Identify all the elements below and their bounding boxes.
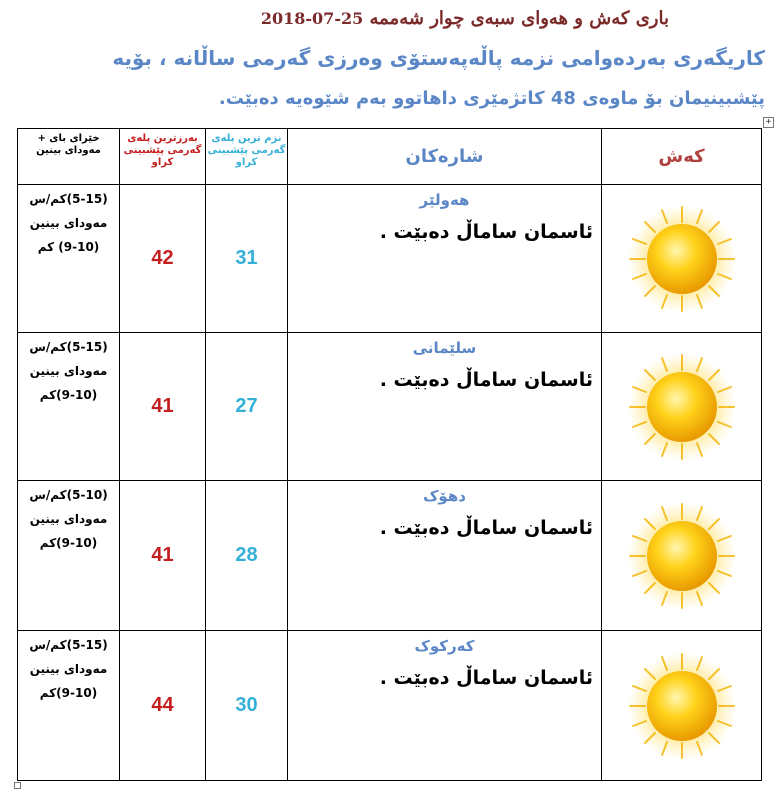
wind-visibility-cell [18,631,120,781]
table-row [18,481,762,631]
city-cell [288,333,602,481]
city-name: سلێمانی [412,339,477,357]
visibility-range: (9-10)کم [39,388,98,402]
page-title [0,8,669,29]
visibility-label: مەودای بینین [29,662,108,676]
header-cities: شارەکان [288,129,602,185]
subtitle-line-1: کاریگەری بەردەوامی نزمە پاڵەپەستۆی وەرزی گەرمی ساڵانە ، بۆیە [112,46,765,70]
sun-icon [627,204,737,314]
visibility-range: (9-10)کم [39,686,98,700]
wind-speed: (5-15)کم/س [29,340,108,354]
visibility-range: (9-10) کم [37,240,100,254]
title-text: باری کەش و هەوای سبەی چوار شەممە [369,8,669,29]
visibility-label: مەودای بینین [29,216,108,230]
forecast-table [17,128,762,781]
weather-icon-cell [602,185,762,333]
weather-description: ئاسمان ساماڵ دەبێت . [379,221,593,243]
table-row [18,333,762,481]
table-header-row [18,129,762,185]
header-weather: کەش [602,129,762,185]
min-temp: 28 [206,481,288,631]
max-temp: 42 [120,185,206,333]
wind-visibility-cell [18,481,120,631]
city-name: کەرکوک [414,637,475,655]
min-temp: 30 [206,631,288,781]
title-date: 2018-07-25 [260,9,364,28]
table-resize-handle-icon[interactable] [14,782,21,789]
header-wind-visibility: خێرای بای + مەودای بینین [18,129,120,185]
city-cell [288,631,602,781]
wind-speed: (5-15)کم/س [29,638,108,652]
header-max-temp: بەرزترین پلەی گەرمی پێشبینی کراو [120,129,206,185]
sun-icon [627,501,737,611]
weather-icon-cell [602,333,762,481]
max-temp: 41 [120,333,206,481]
weather-description: ئاسمان ساماڵ دەبێت . [379,517,593,539]
city-cell [288,481,602,631]
visibility-range: (9-10)کم [39,536,98,550]
wind-visibility-cell [18,333,120,481]
max-temp: 44 [120,631,206,781]
sun-icon [627,651,737,761]
min-temp: 27 [206,333,288,481]
subtitle-line-2: پێشبینیمان بۆ ماوەی 48 کاتژمێری داهاتوو بەم شێوەیە دەبێت. [218,88,765,109]
sun-icon [627,352,737,462]
table-row [18,631,762,781]
header-min-temp: نزم ترین پلەی گەرمی پێشبینی کراو [206,129,288,185]
city-name: هەولێر [419,191,470,209]
visibility-label: مەودای بینین [29,512,108,526]
weather-icon-cell [602,631,762,781]
visibility-label: مەودای بینین [29,364,108,378]
table-move-handle-icon[interactable]: + [763,117,774,128]
max-temp: 41 [120,481,206,631]
wind-visibility-cell [18,185,120,333]
wind-speed: (5-10)کم/س [29,488,108,502]
table-row [18,185,762,333]
min-temp: 31 [206,185,288,333]
weather-description: ئاسمان ساماڵ دەبێت . [379,667,593,689]
weather-description: ئاسمان ساماڵ دەبێت . [379,369,593,391]
city-name: دهۆک [423,487,466,505]
weather-icon-cell [602,481,762,631]
wind-speed: (5-15)کم/س [29,192,108,206]
city-cell [288,185,602,333]
